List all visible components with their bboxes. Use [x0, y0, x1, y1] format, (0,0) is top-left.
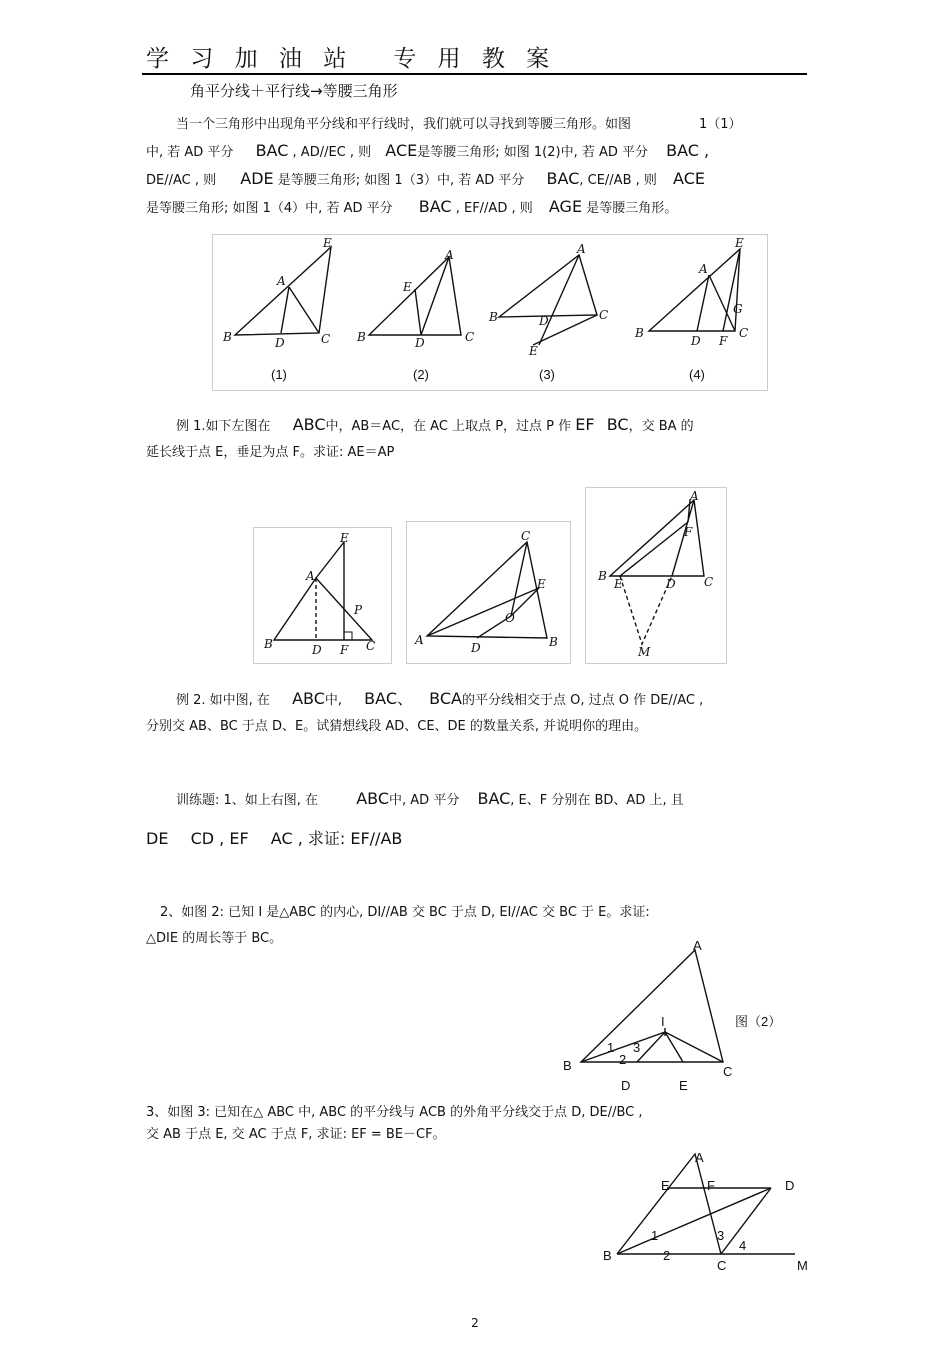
- f2l-B: B: [264, 637, 273, 651]
- fig1-3-A: A: [577, 242, 586, 256]
- fig1-1-B: B: [223, 330, 232, 344]
- f2r-E: E: [614, 577, 623, 591]
- f2l-C: C: [366, 639, 376, 653]
- intro-line-4: 是等腰三角形; 如图 1（4）中, 若 AD 平分 BAC , EF//AD , 则 AGE 是等腰三角形。: [146, 197, 678, 216]
- t3-F: F: [707, 1178, 715, 1193]
- fig1-2-B: B: [357, 330, 366, 344]
- header-right: 专 用 教 案: [393, 46, 557, 72]
- f2l-A: A: [306, 569, 315, 583]
- f2r-A: A: [690, 489, 699, 503]
- t3-M: M: [797, 1258, 808, 1273]
- example-1-line-1: 例 1.如下左图在 ABC中，AB＝AC，在 AC 上取点 P，过点 P 作 EF BC，交 BA 的: [176, 415, 694, 434]
- fig1-2-triangle: [369, 257, 461, 335]
- f2r-fa: [688, 500, 690, 522]
- t2-2: 2: [619, 1052, 627, 1067]
- fig1-caption-2: (2): [413, 367, 429, 382]
- fig1-4-B: B: [635, 326, 644, 340]
- f2l-ae: [316, 542, 344, 578]
- example-2-line-1: 例 2. 如中图, 在 ABC中, BAC、 BCA的平分线相交于点 O, 过点 O 作 DE//AC ,: [176, 689, 704, 708]
- fig1-3-C: C: [599, 308, 609, 322]
- fig1-4-F: F: [719, 334, 728, 348]
- t2-A: A: [693, 938, 702, 953]
- f2m-O: O: [505, 611, 515, 625]
- training-1-line-2: DE CD , EF AC , 求证: EF//AB: [146, 829, 403, 848]
- fig1-4-G: G: [733, 302, 743, 316]
- figure-2-left-svg: [254, 528, 391, 663]
- training-2-line-1: 2、如图 2: 已知 I 是△ABC 的内心, DI//AB 交 BC 于点 D, EI//AC 交 BC 于 E。求证:: [160, 905, 650, 920]
- t2-I: I: [661, 1014, 665, 1029]
- page-header: [146, 40, 556, 73]
- figure-3-svg: [595, 1146, 815, 1278]
- fig1-2-A: A: [445, 248, 454, 262]
- fig1-3-B: B: [489, 310, 498, 324]
- t3-D: D: [785, 1178, 795, 1193]
- intro-line-1: 当一个三角形中出现角平分线和平行线时，我们就可以寻找到等腰三角形。如图 1（1）: [176, 117, 742, 132]
- t2-C: C: [723, 1064, 733, 1079]
- fig1-caption-4: (4): [689, 367, 705, 382]
- t3-B: B: [603, 1248, 612, 1263]
- t2-3: 3: [633, 1040, 641, 1055]
- f2m-C: C: [521, 529, 531, 543]
- example-1: [146, 412, 806, 466]
- fig1-1-E: E: [323, 236, 332, 250]
- f2r-D: D: [666, 577, 676, 591]
- t2-B: B: [563, 1058, 572, 1073]
- fig1-4-D: D: [691, 334, 701, 348]
- t2-di-ei: [637, 1032, 683, 1062]
- t2-caption: 图（2）: [735, 1014, 782, 1029]
- f2r-F: F: [684, 525, 693, 539]
- training-1: [146, 786, 806, 854]
- fig1-2-E: E: [403, 280, 412, 294]
- training-1-line-1: 训练题: 1、如上右图, 在 ABC中, AD 平分 BAC, E、F 分别在 BD、AD 上, 且: [176, 789, 684, 808]
- fig1-1-D: D: [275, 336, 285, 350]
- f2m-a-bisector: [427, 588, 539, 636]
- training-3-line-1: 3、如图 3: 已知在△ ABC 中, ABC 的平分线与 ACB 的外角平分线交于点 D, DE//BC ,: [146, 1105, 643, 1120]
- t3-triangle-sides: [617, 1154, 721, 1254]
- intro-line-3: DE//AC , 则 ADE 是等腰三角形; 如图 1（3）中, 若 AD 平分 BAC, CE//AB , 则 ACE: [146, 169, 705, 188]
- fig1-2-de: [415, 289, 421, 335]
- f2r-C: C: [704, 575, 714, 589]
- t2-bisectors: [581, 1032, 723, 1062]
- fig1-1-A: A: [277, 274, 286, 288]
- figure-2-middle-svg: [407, 522, 570, 663]
- figure-2-middle: [406, 521, 571, 664]
- fig1-1-C: C: [321, 332, 331, 346]
- figure-2-right-svg: [586, 488, 726, 663]
- f2l-E: E: [340, 531, 349, 545]
- fig1-4-ad: [697, 275, 709, 331]
- f2m-B: B: [549, 635, 558, 649]
- fig1-1-ad: [281, 287, 289, 333]
- example-2: [146, 686, 806, 740]
- section-title: 角平分线＋平行线→等腰三角形: [190, 82, 398, 100]
- fig1-caption-3: (3): [539, 367, 555, 382]
- fig1-4-ac: [709, 275, 735, 331]
- figure-1-panel: [212, 234, 768, 391]
- f2m-A: A: [415, 633, 424, 647]
- fig1-1-ac: [289, 287, 319, 333]
- t3-4: 4: [739, 1238, 747, 1253]
- fig1-3-E: E: [529, 344, 538, 358]
- training-3-line-2: 交 AB 于点 E, 交 AC 于点 F, 求证: EF = BE－CF。: [146, 1127, 446, 1142]
- f2l-D: D: [312, 643, 322, 657]
- header-left: 学 习 加 油 站: [146, 46, 354, 72]
- t3-2: 2: [663, 1248, 671, 1263]
- f2r-ef: [620, 522, 688, 576]
- fig1-4-triangle: [649, 249, 740, 331]
- figure-2-incircle: [555, 938, 805, 1098]
- fig1-4-E: E: [735, 236, 744, 250]
- figure-3: [595, 1146, 815, 1278]
- f2m-triangle: [427, 542, 547, 638]
- t3-C: C: [717, 1258, 727, 1273]
- example-2-line-2: 分别交 AB、BC 于点 D、E。试猜想线段 AD、CE、DE 的数量关系, 并说明你的理由。: [146, 719, 648, 734]
- t3-A: A: [695, 1150, 704, 1165]
- figure-1-svg: [213, 235, 767, 390]
- t3-1: 1: [651, 1228, 659, 1243]
- fig1-2-ad: [421, 257, 449, 335]
- f2l-P: P: [354, 603, 363, 617]
- f2m-E: E: [537, 577, 546, 591]
- f2m-c-bisector: [511, 542, 527, 616]
- figure-2-left: [253, 527, 392, 664]
- fig1-3-D: D: [539, 314, 549, 328]
- f2l-right-angle: [344, 632, 352, 640]
- header-rule: [142, 73, 807, 75]
- figure-2-incircle-svg: [555, 938, 805, 1098]
- t2-D: D: [621, 1078, 631, 1093]
- t3-E: E: [661, 1178, 670, 1193]
- fig1-2-D: D: [415, 336, 425, 350]
- training-3: [146, 1100, 806, 1148]
- t3-3: 3: [717, 1228, 725, 1243]
- training-2-line-2: △DIE 的周长等于 BC。: [146, 931, 283, 946]
- fig1-3-ae: [539, 255, 579, 345]
- t3-bd: [617, 1188, 771, 1254]
- fig1-4-A: A: [699, 262, 708, 276]
- fig1-4-C: C: [739, 326, 749, 340]
- intro-line-2: 中, 若 AD 平分 BAC , AD//EC , 则 ACE是等腰三角形; 如图 1(2)中, 若 AD 平分 BAC ,: [146, 141, 710, 160]
- fig1-3-triangle: [499, 255, 597, 317]
- f2m-D: D: [471, 641, 481, 655]
- figure-2-right: [585, 487, 727, 664]
- fig1-caption-1: (1): [271, 367, 287, 382]
- f2r-dashed: [620, 576, 672, 644]
- f2l-F: F: [340, 643, 349, 657]
- t2-E: E: [679, 1078, 688, 1093]
- t2-1: 1: [607, 1040, 615, 1055]
- fig1-2-C: C: [465, 330, 475, 344]
- page-number: 2: [471, 1316, 479, 1330]
- f2r-B: B: [598, 569, 607, 583]
- f2r-M: M: [638, 645, 651, 659]
- intro-paragraph: [146, 112, 806, 222]
- example-1-line-2: 延长线于点 E，垂足为点 F。求证: AE＝AP: [146, 445, 395, 460]
